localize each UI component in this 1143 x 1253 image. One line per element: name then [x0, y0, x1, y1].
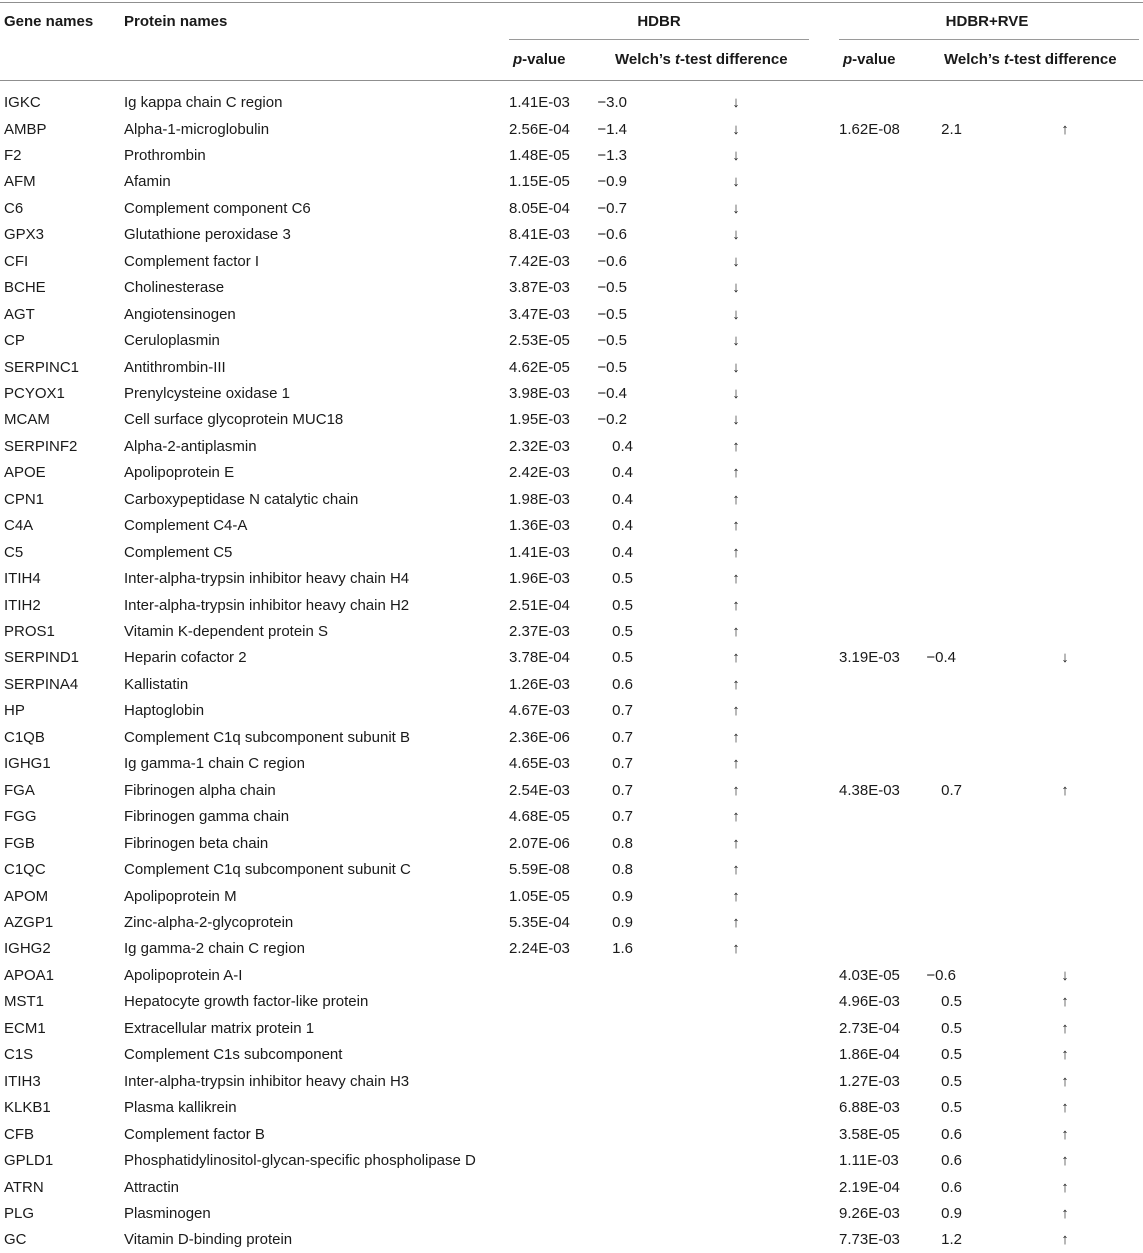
hdbr-p-value: 1.41E-03: [509, 94, 570, 111]
hdbr-difference: −0.6: [597, 252, 627, 270]
hdbr-rve-p-value: 6.88E-03: [839, 1099, 900, 1117]
hdbr-p-value: 2.56E-04: [509, 120, 570, 138]
protein-name: Apolipoprotein E: [124, 464, 235, 482]
table-row: [0, 381, 1143, 407]
protein-name: Inter-alpha-trypsin inhibitor heavy chain H2: [124, 596, 410, 614]
hdbr-direction-arrow: ↑: [732, 728, 740, 746]
table-row: [0, 434, 1143, 460]
hdbr-p-value: 2.37E-03: [509, 623, 570, 640]
protein-name: Complement C5: [124, 543, 233, 561]
gene-name: SERPINA4: [4, 675, 79, 693]
gene-name: KLKB1: [4, 1099, 51, 1117]
header-group-hdbr: HDBR: [637, 13, 681, 30]
hdbr-rve-direction-arrow: ↑: [1061, 1099, 1069, 1117]
table-row: [0, 1016, 1143, 1042]
protein-name: Haptoglobin: [124, 702, 205, 720]
table-row: [0, 1122, 1143, 1148]
protein-name: Carboxypeptidase N catalytic chain: [124, 490, 359, 508]
protein-name: Apolipoprotein M: [124, 887, 237, 905]
header-welch-diff-hdbr: Welch’s t-test difference: [615, 51, 788, 68]
gene-name: C1S: [4, 1046, 34, 1064]
gene-name: IGHG2: [4, 940, 51, 958]
hdbr-difference: −0.5: [597, 358, 627, 376]
hdbr-rve-difference: 0.5: [941, 1019, 962, 1037]
table-row: [0, 355, 1143, 381]
hdbr-direction-arrow: ↑: [732, 913, 740, 931]
hdbr-difference: 0.5: [612, 570, 633, 588]
hdbr-rve-p-value: 2.73E-04: [839, 1019, 900, 1037]
table-row: [0, 725, 1143, 751]
gene-name: C5: [4, 543, 24, 561]
protein-name: Complement factor I: [124, 252, 260, 270]
hdbr-difference: 0.4: [612, 464, 633, 482]
hdbr-rve-direction-arrow: ↑: [1061, 1019, 1069, 1037]
protein-name: Kallistatin: [124, 675, 189, 693]
protein-name: Attractin: [124, 1178, 180, 1196]
table-row: [0, 566, 1143, 592]
hdbr-rve-difference: 1.2: [941, 1231, 962, 1249]
hdbr-p-value: 4.65E-03: [509, 755, 570, 773]
hdbr-rve-difference: 0.6: [941, 1178, 962, 1196]
hdbr-p-value: 1.41E-03: [509, 543, 570, 561]
hdbr-difference: −1.4: [597, 120, 627, 138]
gene-name: FGG: [4, 808, 37, 826]
gene-name: HP: [4, 702, 25, 720]
hdbr-rve-difference: 0.5: [941, 1072, 962, 1090]
hdbr-direction-arrow: ↑: [732, 940, 740, 958]
protein-name: Extracellular matrix protein 1: [124, 1019, 315, 1037]
gene-name: AZGP1: [4, 913, 54, 931]
header-protein-names: Protein names: [124, 13, 228, 30]
hdbr-direction-arrow: ↓: [732, 120, 740, 138]
table-row: [0, 1042, 1143, 1068]
table-row: [0, 778, 1143, 804]
table-row: [0, 989, 1143, 1015]
hdbr-rve-difference: 0.5: [941, 1046, 962, 1064]
hdbr-rve-difference: 0.6: [941, 1152, 962, 1169]
gene-name: GC: [4, 1231, 27, 1249]
protein-name: Alpha-1-microglobulin: [124, 120, 270, 138]
protein-name: Antithrombin-III: [124, 358, 226, 376]
hdbr-difference: −0.5: [597, 279, 627, 297]
hdbr-p-value: 1.98E-03: [509, 490, 570, 508]
hdbr-p-value: 1.95E-03: [509, 411, 570, 429]
table-row: [0, 196, 1143, 222]
hdbr-difference: 0.5: [612, 623, 633, 640]
protein-name: Fibrinogen beta chain: [124, 834, 269, 852]
hdbr-difference: 0.7: [612, 781, 633, 799]
hdbr-p-value: 4.68E-05: [509, 808, 570, 826]
gene-name: PROS1: [4, 623, 55, 640]
gene-name: SERPINC1: [4, 358, 80, 376]
hdbr-difference: 0.5: [612, 596, 633, 614]
table-top-rule: [0, 2, 1143, 3]
hdbr-p-value: 1.36E-03: [509, 517, 570, 535]
hdbr-direction-arrow: ↓: [732, 252, 740, 270]
gene-name: CFB: [4, 1125, 34, 1143]
hdbr-rve-difference: −0.4: [926, 649, 956, 667]
header-gene-names: Gene names: [4, 13, 94, 30]
hdbr-difference: −0.2: [597, 411, 627, 429]
protein-name: Prothrombin: [124, 146, 206, 164]
hdbr-rve-direction-arrow: ↑: [1061, 1152, 1069, 1169]
gene-name: CPN1: [4, 490, 45, 508]
gene-name: PLG: [4, 1204, 35, 1222]
table-row: [0, 460, 1143, 486]
hdbr-rve-p-value: 9.26E-03: [839, 1204, 900, 1222]
hdbr-direction-arrow: ↑: [732, 543, 740, 561]
hdbr-difference: 0.9: [612, 913, 633, 931]
table-row: [0, 1069, 1143, 1095]
hdbr-difference: −0.5: [597, 305, 627, 323]
hdbr-direction-arrow: ↑: [732, 517, 740, 535]
protein-name: Fibrinogen alpha chain: [124, 781, 276, 799]
hdbr-rve-direction-arrow: ↑: [1061, 1072, 1069, 1090]
hdbr-direction-arrow: ↓: [732, 358, 740, 376]
table-row: [0, 963, 1143, 989]
hdbr-p-value: 2.51E-04: [509, 596, 570, 614]
hdbr-direction-arrow: ↓: [732, 173, 740, 191]
hdbr-p-value: 2.42E-03: [509, 464, 570, 482]
gene-name: C1QB: [4, 728, 45, 746]
hdbr-rve-direction-arrow: ↑: [1061, 993, 1069, 1011]
protein-name: Apolipoprotein A-I: [124, 966, 243, 984]
hdbr-p-value: 2.24E-03: [509, 940, 570, 958]
gene-name: C1QC: [4, 861, 46, 878]
gene-name: FGB: [4, 834, 35, 852]
hdbr-rve-difference: 0.6: [941, 1125, 962, 1143]
protein-name: Ig gamma-2 chain C region: [124, 940, 305, 958]
protein-name: Inter-alpha-trypsin inhibitor heavy chain H3: [124, 1072, 410, 1090]
hdbr-rve-p-value: 3.19E-03: [839, 649, 900, 667]
gene-name: APOE: [4, 464, 46, 482]
table-row: [0, 117, 1143, 143]
gene-name: SERPINF2: [4, 437, 78, 455]
hdbr-rve-difference: 0.7: [941, 781, 962, 799]
hdbr-difference: 0.5: [612, 649, 633, 667]
hdbr-direction-arrow: ↑: [732, 781, 740, 799]
hdbr-p-value: 2.32E-03: [509, 437, 570, 455]
hdbr-p-value: 3.87E-03: [509, 279, 570, 297]
hdbr-p-value: 2.07E-06: [509, 834, 570, 852]
hdbr-rve-direction-arrow: ↑: [1061, 120, 1069, 138]
table-row: [0, 831, 1143, 857]
hdbr-direction-arrow: ↑: [732, 808, 740, 826]
hdbr-rve-p-value: 7.73E-03: [839, 1231, 900, 1249]
table-row: [0, 143, 1143, 169]
hdbr-rve-direction-arrow: ↑: [1061, 781, 1069, 799]
gene-name: F2: [4, 146, 22, 164]
hdbr-p-value: 4.67E-03: [509, 702, 570, 720]
hdbr-p-value: 4.62E-05: [509, 358, 570, 376]
hdbr-direction-arrow: ↑: [732, 755, 740, 773]
hdbr-rve-p-value: 1.86E-04: [839, 1046, 900, 1064]
gene-name: IGHG1: [4, 755, 51, 773]
gene-name: ITIH2: [4, 596, 41, 614]
hdbr-direction-arrow: ↓: [732, 146, 740, 164]
hdbr-rve-p-value: 4.96E-03: [839, 993, 900, 1011]
header-p-value-hdbr-rve: p-value: [843, 51, 896, 68]
hdbr-direction-arrow: ↑: [732, 570, 740, 588]
hdbr-rve-difference: 0.5: [941, 993, 962, 1011]
table-row: [0, 249, 1143, 275]
hdbr-difference: 0.8: [612, 834, 633, 852]
hdbr-rve-p-value: 2.19E-04: [839, 1178, 900, 1196]
hdbr-direction-arrow: ↓: [732, 199, 740, 217]
table-row: [0, 222, 1143, 248]
hdbr-rve-difference: 0.9: [941, 1204, 962, 1222]
hdbr-rve-direction-arrow: ↑: [1061, 1204, 1069, 1222]
hdbr-direction-arrow: ↓: [732, 305, 740, 323]
hdbr-direction-arrow: ↓: [732, 226, 740, 244]
hdbr-difference: 0.4: [612, 490, 633, 508]
protein-name: Vitamin K-dependent protein S: [124, 623, 329, 640]
hdbr-difference: 0.4: [612, 437, 633, 455]
table-row: [0, 1095, 1143, 1121]
protein-name: Alpha-2-antiplasmin: [124, 437, 257, 455]
hdbr-rve-p-value: 4.38E-03: [839, 781, 900, 799]
protein-name: Complement C1s subcomponent: [124, 1046, 343, 1064]
hdbr-rve-p-value: 1.62E-08: [839, 120, 900, 138]
hdbr-p-value: 7.42E-03: [509, 252, 570, 270]
hdbr-difference: −0.9: [597, 173, 627, 191]
protein-name: Afamin: [124, 173, 171, 191]
protein-name: Zinc-alpha-2-glycoprotein: [124, 913, 294, 931]
table-row: [0, 619, 1143, 645]
hdbr-p-value: 1.05E-05: [509, 887, 570, 905]
hdbr-rve-direction-arrow: ↓: [1061, 966, 1069, 984]
gene-name: APOA1: [4, 966, 55, 984]
gene-name: C6: [4, 199, 24, 217]
hdbr-direction-arrow: ↑: [732, 623, 740, 640]
hdbr-difference: 0.7: [612, 702, 633, 720]
gene-name: MST1: [4, 993, 45, 1011]
gene-name: AFM: [4, 173, 36, 191]
gene-name: AGT: [4, 305, 35, 323]
table-row: [0, 275, 1143, 301]
table-row: [0, 672, 1143, 698]
hdbr-p-value: 1.26E-03: [509, 675, 570, 693]
hdbr-rve-p-value: 1.11E-03: [839, 1152, 899, 1169]
hdbr-difference: −0.6: [597, 226, 627, 244]
hdbr-direction-arrow: ↑: [732, 675, 740, 693]
hdbr-rve-direction-arrow: ↑: [1061, 1125, 1069, 1143]
hdbr-difference: 0.9: [612, 887, 633, 905]
gene-name: C4A: [4, 517, 34, 535]
hdbr-p-value: 8.05E-04: [509, 199, 570, 217]
table-row: [0, 328, 1143, 354]
hdbr-direction-arrow: ↑: [732, 649, 740, 667]
gene-name: APOM: [4, 887, 49, 905]
protein-name: Heparin cofactor 2: [124, 649, 247, 667]
hdbr-difference: 0.7: [612, 728, 633, 746]
hdbr-p-value: 3.47E-03: [509, 305, 570, 323]
hdbr-p-value: 3.78E-04: [509, 649, 570, 667]
hdbr-p-value: 3.98E-03: [509, 384, 570, 402]
protein-name: Prenylcysteine oxidase 1: [124, 384, 290, 402]
gene-name: MCAM: [4, 411, 50, 429]
hdbr-difference: −1.3: [597, 146, 627, 164]
table-row: [0, 1148, 1143, 1174]
hdbr-direction-arrow: ↑: [732, 834, 740, 852]
hdbr-rve-direction-arrow: ↑: [1061, 1231, 1069, 1249]
hdbr-p-value: 8.41E-03: [509, 226, 570, 244]
hdbr-p-value: 1.96E-03: [509, 570, 570, 588]
protein-name: Ceruloplasmin: [124, 332, 220, 349]
gene-name: BCHE: [4, 279, 46, 297]
table-row: [0, 884, 1143, 910]
hdbr-rve-direction-arrow: ↓: [1061, 649, 1069, 667]
hdbr-p-value: 2.54E-03: [509, 781, 570, 799]
protein-name: Inter-alpha-trypsin inhibitor heavy chain H4: [124, 570, 410, 588]
table-row: [0, 513, 1143, 539]
protein-name: Phosphatidylinositol-glycan-specific phospholipase D: [124, 1152, 476, 1169]
gene-name: IGKC: [4, 94, 41, 111]
hdbr-rve-direction-arrow: ↑: [1061, 1178, 1069, 1196]
protein-name: Complement C4-A: [124, 517, 248, 535]
table-row: [0, 1175, 1143, 1201]
hdbr-p-value: 1.15E-05: [509, 173, 570, 191]
hdbr-difference: 0.6: [612, 675, 633, 693]
table-row: [0, 540, 1143, 566]
hdbr-p-value: 1.48E-05: [509, 146, 570, 164]
gene-name: CP: [4, 332, 25, 349]
gene-name: GPLD1: [4, 1152, 54, 1169]
table-row: [0, 751, 1143, 777]
table-row: [0, 407, 1143, 433]
hdbr-rve-difference: −0.6: [926, 966, 956, 984]
protein-name: Vitamin D-binding protein: [124, 1231, 293, 1249]
hdbr-difference: 1.6: [612, 940, 633, 958]
hdbr-direction-arrow: ↑: [732, 887, 740, 905]
gene-name: GPX3: [4, 226, 45, 244]
protein-name: Cholinesterase: [124, 279, 225, 297]
table-row: [0, 302, 1143, 328]
table-row: [0, 593, 1143, 619]
hdbr-p-value: 5.35E-04: [509, 913, 570, 931]
header-welch-diff-hdbr-rve: Welch’s t-test difference: [944, 51, 1117, 68]
protein-name: Glutathione peroxidase 3: [124, 226, 291, 244]
hdbr-direction-arrow: ↑: [732, 490, 740, 508]
table-row: [0, 487, 1143, 513]
gene-name: ITIH4: [4, 570, 41, 588]
hdbr-rve-direction-arrow: ↑: [1061, 1046, 1069, 1064]
hdbr-difference: 0.7: [612, 755, 633, 773]
hdbr-difference: −0.4: [597, 384, 627, 402]
protein-name: Cell surface glycoprotein MUC18: [124, 411, 344, 429]
protein-name: Complement C1q subcomponent subunit C: [124, 861, 411, 878]
table-row: [0, 857, 1143, 883]
hdbr-difference: 0.4: [612, 543, 633, 561]
hdbr-p-value: 2.36E-06: [509, 728, 570, 746]
hdbr-direction-arrow: ↓: [732, 332, 740, 349]
table-row: [0, 169, 1143, 195]
protein-name: Fibrinogen gamma chain: [124, 808, 290, 826]
gene-name: CFI: [4, 252, 29, 270]
hdbr-direction-arrow: ↓: [732, 384, 740, 402]
group-rule-hdbr: [509, 39, 809, 40]
hdbr-difference: −0.7: [597, 199, 627, 217]
hdbr-direction-arrow: ↑: [732, 702, 740, 720]
hdbr-rve-difference: 2.1: [941, 120, 962, 138]
gene-name: FGA: [4, 781, 35, 799]
protein-name: Hepatocyte growth factor-like protein: [124, 993, 369, 1011]
header-bottom-rule: [0, 80, 1143, 81]
hdbr-direction-arrow: ↑: [732, 464, 740, 482]
protein-name: Plasma kallikrein: [124, 1099, 237, 1117]
protein-name: Plasminogen: [124, 1204, 211, 1222]
protein-name: Complement component C6: [124, 199, 311, 217]
table-row: [0, 910, 1143, 936]
header-group-hdbr-rve: HDBR+RVE: [945, 13, 1029, 30]
gene-name: PCYOX1: [4, 384, 65, 402]
hdbr-difference: 0.4: [612, 517, 633, 535]
table-row: [0, 698, 1143, 724]
hdbr-direction-arrow: ↓: [732, 279, 740, 297]
gene-name: SERPIND1: [4, 649, 80, 667]
hdbr-direction-arrow: ↑: [732, 437, 740, 455]
protein-name: Complement C1q subcomponent subunit B: [124, 728, 410, 746]
protein-name: Angiotensinogen: [124, 305, 236, 323]
hdbr-rve-p-value: 1.27E-03: [839, 1072, 900, 1090]
hdbr-direction-arrow: ↓: [732, 94, 740, 111]
table-row: [0, 1227, 1143, 1253]
hdbr-p-value: 5.59E-08: [509, 861, 570, 878]
gene-name: ITIH3: [4, 1072, 41, 1090]
hdbr-direction-arrow: ↑: [732, 596, 740, 614]
hdbr-difference: 0.7: [612, 808, 633, 826]
table-row: [0, 936, 1143, 962]
hdbr-rve-p-value: 3.58E-05: [839, 1125, 900, 1143]
hdbr-direction-arrow: ↑: [732, 861, 740, 878]
gene-name: ECM1: [4, 1019, 46, 1037]
protein-name: Ig kappa chain C region: [124, 94, 283, 111]
table-row: [0, 1201, 1143, 1227]
group-rule-hdbr-rve: [839, 39, 1139, 40]
protein-name: Ig gamma-1 chain C region: [124, 755, 305, 773]
gene-name: AMBP: [4, 120, 47, 138]
hdbr-difference: −3.0: [597, 94, 627, 111]
table-row: [0, 90, 1143, 116]
table-row: [0, 804, 1143, 830]
header-p-value-hdbr: p-value: [513, 51, 566, 68]
hdbr-difference: 0.8: [612, 861, 633, 878]
hdbr-rve-p-value: 4.03E-05: [839, 966, 900, 984]
hdbr-rve-difference: 0.5: [941, 1099, 962, 1117]
table-row: [0, 645, 1143, 671]
gene-name: ATRN: [4, 1178, 44, 1196]
hdbr-difference: −0.5: [597, 332, 627, 349]
protein-name: Complement factor B: [124, 1125, 265, 1143]
hdbr-p-value: 2.53E-05: [509, 332, 570, 349]
hdbr-direction-arrow: ↓: [732, 411, 740, 429]
